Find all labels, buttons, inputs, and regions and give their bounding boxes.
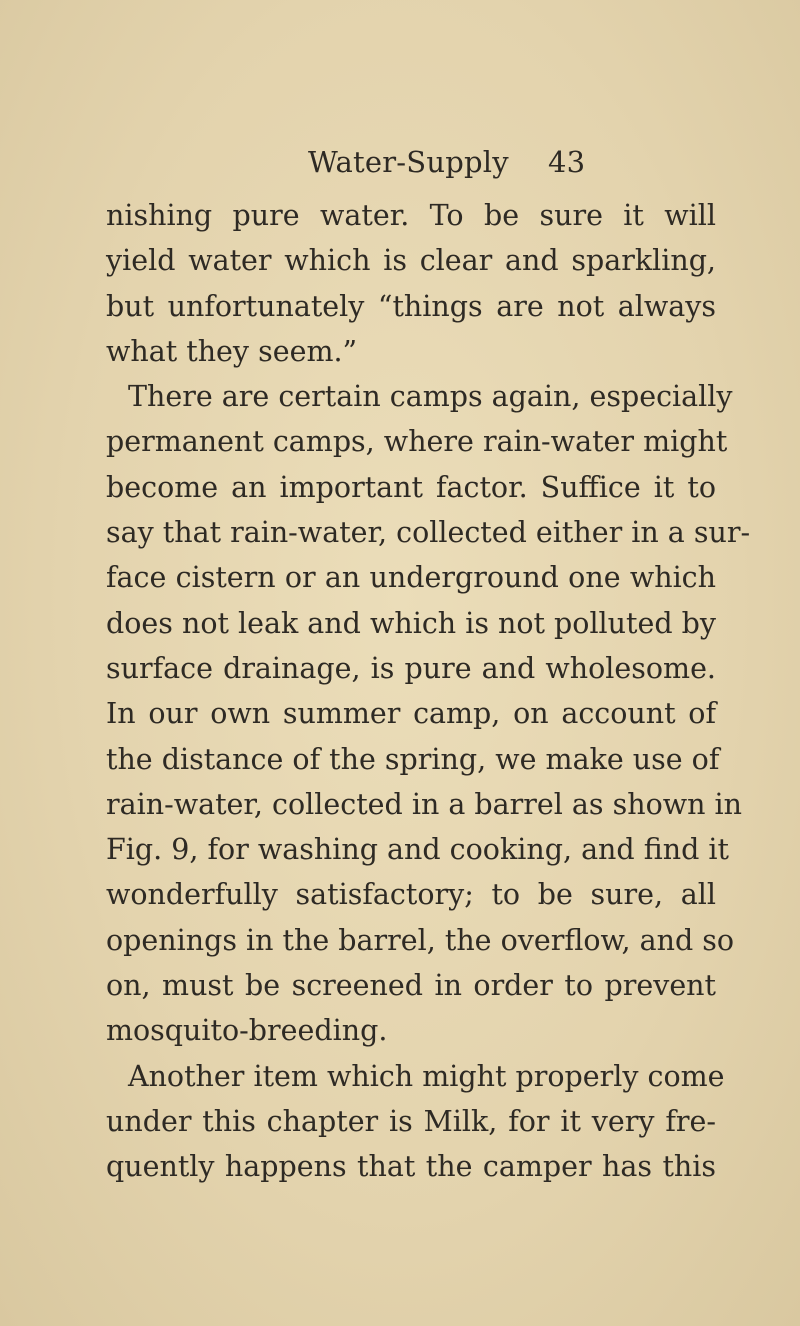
text-line: quently happens that the camper has this xyxy=(106,1150,716,1184)
page-number: 43 xyxy=(548,145,586,179)
text-line: say that rain-water, collected either in a sur- xyxy=(106,516,751,550)
text-line: permanent camps, where rain-water might xyxy=(106,425,728,459)
running-head: Water-Supply xyxy=(308,145,509,179)
text-line: Fig. 9, for washing and cooking, and find it xyxy=(106,833,729,867)
body-text xyxy=(106,193,751,1190)
text-line: Another item which might properly come xyxy=(128,1059,725,1093)
text-line: In our own summer camp, on account of xyxy=(106,697,716,731)
text-line: openings in the barrel, the overflow, and so xyxy=(106,923,735,957)
text-line: become an important factor. Suffice it to xyxy=(106,470,716,504)
page-header xyxy=(308,142,608,182)
text-line: does not leak and which is not polluted by xyxy=(106,606,716,640)
text-line: surface drainage, is pure and wholesome. xyxy=(106,651,716,685)
text-line: on, must be screened in order to prevent xyxy=(106,969,716,1003)
text-line: rain-water, collected in a barrel as shown in xyxy=(106,787,743,821)
text-line: wonderfully satisfactory; to be sure, all xyxy=(106,878,716,912)
text-line: under this chapter is Milk, for it very fre- xyxy=(106,1104,716,1138)
text-line: face cistern or an underground one which xyxy=(106,561,716,595)
text-line: mosquito-breeding. xyxy=(106,1014,388,1048)
text-line: what they seem.” xyxy=(106,334,358,368)
text-line: yield water which is clear and sparkling, xyxy=(106,244,716,278)
text-line: There are certain camps again, especially xyxy=(128,380,733,414)
text-line: nishing pure water. To be sure it will xyxy=(106,199,716,232)
text-line: the distance of the spring, we make use of xyxy=(106,742,720,776)
text-line: but unfortunately “things are not always xyxy=(106,289,716,323)
